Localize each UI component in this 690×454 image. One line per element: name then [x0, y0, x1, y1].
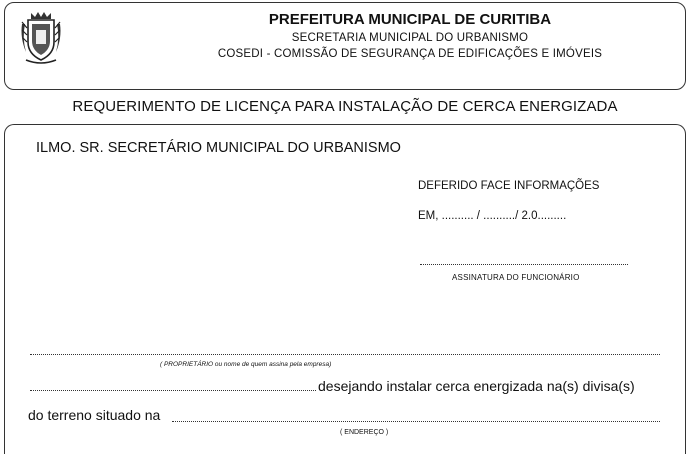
wish-text: desejando instalar cerca energizada na(s) divisa(s) [318, 378, 635, 394]
form-title: REQUERIMENTO DE LICENÇA PARA INSTALAÇÃO DE CERCA ENERGIZADA [72, 98, 618, 115]
header-commission: COSEDI - COMISSÃO DE SEGURANÇA DE EDIFICAÇÕES E IMÓVEIS [217, 48, 603, 60]
terrain-text: do terreno situado na [28, 407, 161, 423]
signature-label: ASSINATURA DO FUNCIONÁRIO [452, 273, 580, 282]
header-secretariat: SECRETARIA MUNICIPAL DO URBANISMO [291, 32, 529, 44]
owner-line[interactable] [30, 354, 660, 355]
addressee: ILMO. SR. SECRETÁRIO MUNICIPAL DO URBANISMO [36, 140, 401, 156]
header-title: PREFEITURA MUNICIPAL DE CURITIBA [268, 11, 552, 28]
owner-label: ( PROPRIETÁRIO ou nome de quem assina pela empresa) [160, 361, 332, 368]
address-line[interactable] [172, 421, 660, 422]
signature-line[interactable] [420, 264, 628, 265]
form-frame [4, 124, 686, 454]
owner-continuation-line[interactable] [30, 390, 316, 391]
date-field[interactable]: EM, .......... / ........../ 2.0......... [418, 210, 567, 222]
deferido-label: DEFERIDO FACE INFORMAÇÕES [418, 180, 600, 192]
city-coat-of-arms-icon [18, 8, 64, 66]
address-label: ( ENDEREÇO ) [340, 429, 389, 436]
